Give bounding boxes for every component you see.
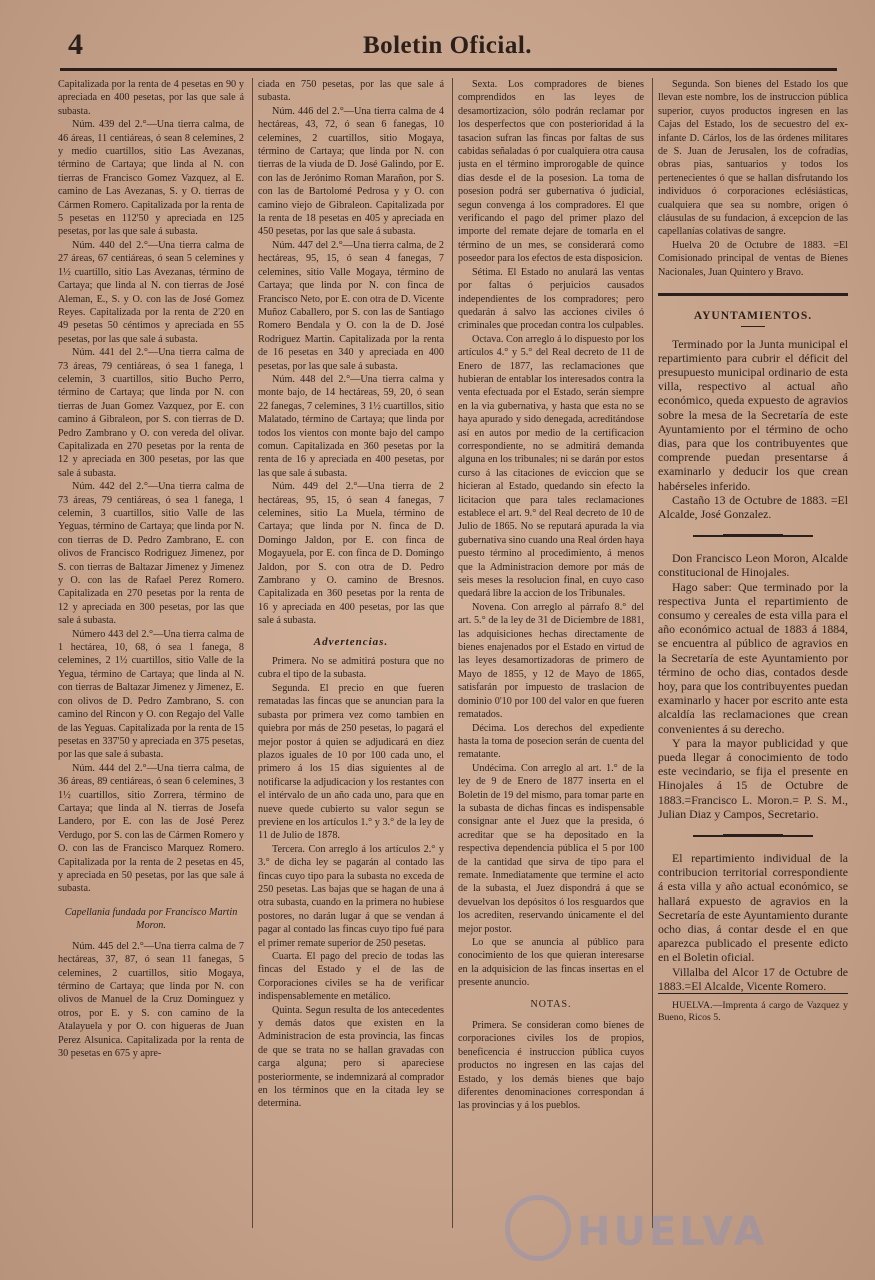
paragraph: Capitalizada por la renta de 4 pesetas en 90 y apreciada en 400 pesetas, por las que sale á subasta. — [58, 79, 244, 117]
section-heading: AYUNTAMIENTOS. — [693, 310, 813, 323]
paragraph: Y para la mayor publicidad y que pueda llegar á conocimiento de todo este vecindario, se fija el presente en Hinojales á 15 de Octubre de 1883.=Francisco L. Moron.= P. S. M., Julian Diaz y Campos, Secretario. — [658, 735, 848, 821]
paragraph: Tercera. Con arreglo á los artículos 2.° y 3.° de dicha ley se pagarán al contado las fincas cuyo tipo para la subasta no exceda de 250 pesetas. Las bajas que se hagan de una á otra subasta, cuando en la primera no hubiese postores, no darán lugar á que se vendan á pagar al contado las fincas cuyo tipo fué para el primer remate superior de 250 pesetas. — [258, 843, 444, 949]
paragraph: Primera. Se consideran como bienes de corporaciones civiles los de propios, beneficencia é instruccion pública cuyos productos no ingresen en las cajas del Estado, y los demás bienes que bajo diferentes denominaciones correspondan á las provincias y á los pueblos. — [458, 1020, 644, 1112]
library-stamp — [505, 1185, 795, 1260]
stamp-logo-icon — [505, 1195, 571, 1261]
column-2 — [258, 78, 444, 1233]
paragraph: Núm. 447 del 2.°—Una tierra calma, de 2 hectáreas, 95, 15, ó sean 4 fanegas, 7 celemines, sitio Valle Mogaya, término de Cartaya; que linda por N. con finca de Francisco Neto, por E. con otra de D. Vicente Muñoz Caballero, por S. con las de Santiago Romero Bendala y O. con la de D. José Rodriguez Martin. Capitalizada por la renta de 16 pesetas en 340 y apreciada en 400 pesetas, por las que sale á subasta. — [258, 239, 444, 372]
paragraph: Núm. 445 del 2.°—Una tierra calma de 7 hectáreas, 37, 87, ó sean 11 fanegas, 5 celemines, 2 cuartillos, sitio Mogaya, término de Cartaya; que linda por N. con olivos de Manuel de la Cruz Dominguez y otros, por E. y S. con camino de la Atalayuela y por O. con higueras de Juan Perez Alsunica. Capitalizada por la renta de 30 pesetas en 675 y apre- — [58, 940, 244, 1060]
paragraph: Núm. 446 del 2.°—Una tierra calma de 4 hectáreas, 43, 72, ó sean 6 fanegas, 10 celemines, 2 cuartillos, sitio Mogaya, término de Cartaya; que linda por N. con tierras de la viuda de D. José Galindo, por E. con las de Jerónimo Roman Marañon, por S. con las de Bartolomé Pedrosa y y O. con camino viejo de Gibraleon. Capitalizada por la renta de 18 pesetas en 405 y apreciada en 450 pesetas, por las que sale á subasta. — [258, 105, 444, 238]
paragraph: Lo que se anuncia al público para conocimiento de los que quieran interesarse en la adquisicion de las fincas insertas en el presente anuncio. — [458, 937, 644, 989]
paragraph: Huelva 20 de Octubre de 1883. =El Comisionado principal de ventas de Bienes Nacionales, Juan Quintero y Bravo. — [658, 239, 848, 278]
paragraph: Villalba del Alcor 17 de Octubre de 1883.=El Alcalde, Vicente Romero. — [658, 964, 848, 993]
divider — [741, 326, 765, 327]
divider — [693, 535, 813, 537]
paragraph: Sexta. Los compradores de bienes comprendidos en las leyes de desamortizacion, sólo podrán reclamar por los desperfectos que con posterioridad á la tasacion sufran las fincas por faltas de sus cabidas señaladas ó por cualquiera otra causa justa en el término improrogable de quince dias desde el de la posesion. La toma de posesion podrá ser gubernativa ó judicial, segun convenga á los compradores. El que verificando el pago del primer plazo del importe del remate dejare de tomarla en el término de un mes, se considerará como poseedor para los efectos de esta disposicion. — [458, 79, 644, 265]
paragraph: Núm. 448 del 2.°—Una tierra calma y monte bajo, de 14 hectáreas, 59, 20, ó sean 22 fanegas, 7 celemines, 3 1½ cuartillos, sitio Malatado, término de Cartaya; que linda por todos los vientos con monte bajo del campo comun. Capitalizada en 360 pesetas por la renta de 16 y apreciada en 400 pesetas, por las que sale á subasta. — [258, 373, 444, 479]
paragraph: Segunda. El precio en que fueren rematadas las fincas que se anuncian para la subasta por primera vez como tambien en quiebra por más de 250 pesetas, lo pagará el mejor postor á quien se adjudicará en diez plazos iguales de 10 por 100 cada uno, el primero á los 15 dias siguientes al de notificarse la adjudicacion y los restantes con el intérvalo de un año cada uno, para que en nueve quede cubierto su valor segun se previene en los artículos 1.° y 3.° de la ley de 11 de Julio de 1878. — [258, 682, 444, 842]
column-4 — [658, 78, 848, 1233]
paragraph: Quinta. Segun resulta de los antecedentes y demás datos que existen en la Administracion de esta provincia, las fincas de que se trata no se hallan gravadas con carga alguna; pero si apareciese posteriormente, se indemnizará al comprador en los términos que en la citada ley se determina. — [258, 1004, 444, 1110]
printer-imprint: HUELVA.—Imprenta á cargo de Vazquez y Bueno, Ricos 5. — [658, 993, 848, 1024]
section-heading: Advertencias. — [313, 635, 389, 648]
section-rule — [658, 293, 848, 296]
paragraph: Núm. 449 del 2.°—Una tierra de 2 hectáreas, 95, 15, ó sean 4 fanegas, 7 celemines, sitio La Muela, término de Cartaya; que linda por N. finca de D. Domingo Jaldon, por E. con finca de Mogayuela, por E. con finca de D. Domingo Jaldon, por S. con otra de D. Pedro Zambrano y O. camino de Bresnos. Capitalizada en 360 pesetas por la renta de 16 y apreciada en 400 pesetas, por las que sale á subasta. — [258, 481, 444, 627]
column-1 — [58, 78, 244, 1233]
paragraph: Octava. Con arreglo á lo dispuesto por los artículos 4.° y 5.° del Real decreto de 11 de Enero de 1877, las reclamaciones que hubieran de entablar los interesados contra la venta efectuada por el Estado, serán siempre en la via gubernativa, y hasta que esta no se haya apurado y sido denegada, acreditándose así en autos por medio de la certificacion correspondiente, no se admitirá demanda alguna en los tribunales; ni se darán por estos curso á las citaciones de eviccion que se hicieran al Estado, quedando sin efecto la licitacion que para tales reclamaciones establece el art. 9.° del Real decreto de 10 de Julio de 1865. No se reputará apurada la via gubernativa sino cuando una Real órden haya puesto término al procedimiento, á menos que la Administracion demore por más de seis meses la resolucion final, en cuyo caso quedará libre la accion de los Tribunales. — [458, 333, 644, 600]
page-number: 4 — [68, 28, 83, 61]
paragraph: Núm. 441 del 2.°—Una tierra calma de 73 áreas, 79 centiáreas, ó sea 1 fanega, 1 celemin, 3 cuartillos, sitio Bucho Perro, término de Cartaya; que linda por N. con tierras de Juan Gomez Vazquez, por E. con camino á Gibraleon, por S. con tierras de D. Pedro Zambrano y O. con vereda del olivar. Capitalizada en 270 pesetas por la renta de 12 y apreciada en 300 pesetas, por las que sale á subasta. — [58, 347, 244, 479]
page-header — [60, 22, 835, 70]
paragraph: Castaño 13 de Octubre de 1883. =El Alcalde, José Gonzalez. — [658, 492, 848, 521]
stamp-text: HUELVA — [577, 1209, 768, 1255]
paragraph: Hago saber: Que terminado por la respectiva Junta el repartimiento de consumo y cereales de esta villa para el año económico actual de 1883 á 1884, se encuentra al público de agravios en la Secretaría de este Ayuntamiento por término de ocho dias, contados desde hoy, para que los contribuyentes puedan examinarlo y hacer por escrito ante esta alcaldía las reclamaciones que crean convenientes á su derecho. — [658, 579, 848, 736]
page-title: Boletin Oficial. — [362, 32, 533, 59]
paragraph: Núm. 442 del 2.°—Una tierra calma de 73 áreas, 79 centiáreas, ó sea 1 fanega, 1 celemin, 3 cuartillos, sitio Valle de las Yeguas, término de Cartaya; que linda por N. con tierras de D. Pedro Zambrano, E. con olivos de Francisco Rodriguez Jimenez, por S. con tierras de Baltazar Jimenez y Jimenez y O. con las de Rafael Perez Romero. Capitalizada en 270 pesetas por la renta de 12 y apreciada en 300 pesetas, por las que sale á subasta. — [58, 481, 244, 627]
paragraph: Don Francisco Leon Moron, Alcalde constitucional de Hinojales. — [658, 551, 848, 580]
paragraph: Núm. 439 del 2.°—Una tierra calma, de 46 áreas, 11 centiáreas, ó sean 8 celemines, 2 y medio cuartillos, sitio Las Avezanas, término de Cartaya; que linda al N. con tierras de Francisco Gomez Vazquez, al E. camino de Las Avezanas, S. y O. tierras de Cármen Romero. Capitalizada por la renta de 5 pesetas en 112'50 y apreciada en 125 pesetas, por las que sale á subasta. — [58, 119, 244, 238]
divider — [693, 835, 813, 837]
paragraph: Núm. 444 del 2.°—Una tierra calma, de 36 áreas, 89 centiáreas, ó sean 6 celemines, 3 1½ cuartillos, sitio Zorrera, término de Cartaya; que linda al N. tierras de Josefa Landero, por E. con las de José Perez Verdugo, por S. con las de Cármen Romero y O. con las de Francisco Marquez Romero. Capitalizada por la renta de 2 pesetas en 45, y apreciada en 50 pesetas, por las que sale á subasta. — [58, 762, 244, 895]
column-3 — [458, 78, 644, 1233]
section-heading: Capellania fundada por Francisco Martin Moron. — [64, 906, 238, 931]
header-rule — [60, 68, 837, 71]
paragraph: Núm. 440 del 2.°—Una tierra calma de 27 áreas, 67 centiáreas, ó sean 5 celemines y 1½ cuartillo, sitio Las Avezanas, término de Cartaya; que linda al N. con tierras de José Aleman, E., S. y O. con las de José Gomez Reyes. Capitalizada por la renta de 2'20 en 49 pesetas 50 céntimos y apreciada en 55 pesetas, por las que sale á subasta. — [58, 239, 244, 345]
paragraph: Segunda. Son bienes del Estado los que llevan este nombre, los de instruccion pública superior, cuyos productos ingresen en las Cajas del Estado, los de secuestro del ex-infante D. Cárlos, los de las órdenes militares de S. Juan de Jerusalen, los de cofradías, obras pias, santuarios y todos los pertenecientes ó que se hallan disfrutando los individuos ó corporaciones eclésiásticas, cualquiera que sea su nombre, origen ó cláusulas de su fundacion, á excepcion de las capellanías colativas de sangre. — [658, 79, 848, 238]
paragraph: El repartimiento individual de la contribucion territorial correspondiente á esta villa y año actual económico, se hallará expuesto de agravios en la Secretaría de este Ayuntamiento durante ocho dias, á contar desde el en que aparezca publicado el presente edicto en el Boletin oficial. — [658, 851, 848, 965]
paragraph: Terminado por la Junta municipal el repartimiento para cubrir el déficit del presupuesto municipal ordinario de esta villa, respectivo al actual año económico, queda expuesto de agravios sobre la mesa de la Secretaría de este Ayuntamiento por el término de ocho dias, para que los contribuyentes que comprende puedan presentarse á examinarlo y deducir los que crean habérseles inferido. — [658, 336, 848, 493]
paragraph: Primera. No se admitirá postura que no cubra el tipo de la subasta. — [258, 656, 444, 681]
paragraph: Décima. Los derechos del expediente hasta la toma de posecion serán de cuenta del rematante. — [458, 722, 644, 761]
paragraph: Número 443 del 2.°—Una tierra calma de 1 hectárea, 10, 68, ó sea 1 fanega, 8 celemines, 2 1½ cuartillos, sitio Valle de la Yegua, término de Cartaya; que linda al N. con tierras de Baltazar Jimenez y Jimenez, E. con olivos de D. Pedro Zambrano, S. con camino del Rincon y O. con Regajo del Valle de las Yeguas. Capitalizada por la renta de 15 pesetas en 337'50 y apreciada en 375 pesetas, por las que sale á subasta. — [58, 628, 244, 761]
paragraph: Novena. Con arreglo al párrafo 8.° del art. 5.° de la ley de 31 de Diciembre de 1881, las adquisiciones hechas directamente de bienes enajenados por el Estado en virtud de las leyes desamortizadoras de primero de Mayo de 1855, y 12 de Mayo de 1865, satisfarán por impuesto de traslacion de dominio 0'10 por 100 del valor en que fueren rematados. — [458, 601, 644, 721]
paragraph: ciada en 750 pesetas, por las que sale á subasta. — [258, 79, 444, 104]
paragraph: Undécima. Con arreglo al art. 1.° de la ley de 9 de Enero de 1877 inserta en el Boletin de 19 del mismo, para tomar parte en la subasta de dichas fincas es indispensable consignar ante el Juez que la presida, ó acreditar que se ha depositado en la respectiva dependencia pública el 5 por 100 de la cantidad que sirva de tipo para el remate. Inmediatamente que termine el acto de la subasta, el Juez dispondrá á que se devuelvan los depósitos ó los resguardos que los acrediten, reservando únicamente el del mejor postor. — [458, 762, 644, 935]
paragraph: Cuarta. El pago del precio de todas las fincas del Estado y el de las de Corporaciones civiles se ha de verificar indispensablemente en metálico. — [258, 951, 444, 1003]
paragraph: Sétima. El Estado no anulará las ventas por faltas ó perjuicios causados independientes de los compradores; pero quedarán á salvo las acciones civiles ó criminales que procedan contra los culpables. — [458, 266, 644, 332]
columns — [58, 78, 848, 1233]
section-heading: NOTAS. — [530, 998, 572, 1010]
